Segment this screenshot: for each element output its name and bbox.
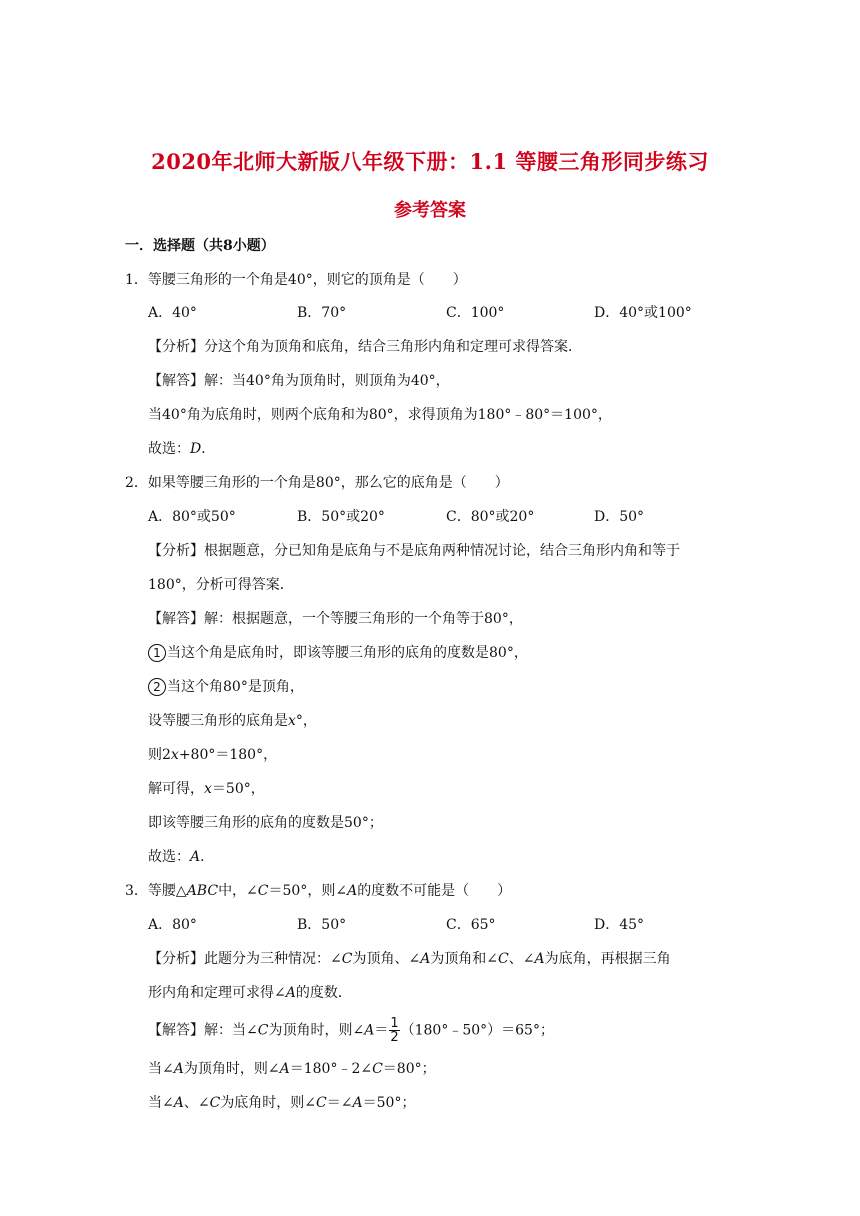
q1-option-a: A．40° xyxy=(148,305,197,321)
circled-number: 2 xyxy=(148,678,166,696)
circled-number: 1 xyxy=(148,644,166,662)
q1-analysis: 【分析】分这个角为顶角和底角，结合三角形内角和定理可求得答案． xyxy=(148,339,582,355)
q1-solution-line1: 【解答】解：当40°角为顶角时，则顶角为40°， xyxy=(148,373,450,389)
q2-answer: 故选：A． xyxy=(148,849,215,865)
q2-case1: 1 当这个角是底角时，即该等腰三角形的底角的度数是80°， xyxy=(148,643,528,663)
q3-analysis-line2: 形内角和定理可求得∠A的度数． xyxy=(148,985,352,1001)
section-heading: 一．选择题（共8小题） xyxy=(125,238,275,254)
q3-option-b: B．50° xyxy=(297,917,347,933)
q1-option-b: B．70° xyxy=(297,305,347,321)
q2-stem: 2．如果等腰三角形的一个角是80°，那么它的底角是（ ） xyxy=(125,475,509,491)
q2-option-b: B．50°或20° xyxy=(297,509,385,525)
q3-option-c: C．65° xyxy=(446,917,496,933)
q3-solution-line3: 当∠A、∠C为底角时，则∠C＝∠A＝50°； xyxy=(148,1095,416,1111)
document-subtitle: 参考答案 xyxy=(394,200,466,221)
q3-solution-line2: 当∠A为顶角时，则∠A＝180°﹣2∠C＝80°； xyxy=(148,1061,436,1077)
q2-equation: 则2x+80°＝180°， xyxy=(148,747,278,763)
q3-stem: 3．等腰△ABC中，∠C＝50°，则∠A的度数不可能是（ ） xyxy=(125,883,512,899)
q3-analysis-line1: 【分析】此题分为三种情况：∠C为顶角、∠A为顶角和∠C、∠A为底角，再根据三角 xyxy=(148,951,671,967)
q2-conclusion: 即该等腰三角形的底角的度数是50°； xyxy=(148,815,383,831)
document-title: 2020年北师大新版八年级下册：1.1 等腰三角形同步练习 xyxy=(151,149,709,174)
q2-solve: 解可得，x＝50°， xyxy=(148,781,265,797)
q1-option-d: D．40°或100° xyxy=(594,305,692,321)
q3-option-d: D．45° xyxy=(594,917,645,933)
q1-solution-line2: 当40°角为底角时，则两个底角和为80°，求得顶角为180°﹣80°＝100°， xyxy=(148,407,612,423)
q1-answer: 故选：D． xyxy=(148,441,216,457)
q3-option-a: A．80° xyxy=(148,917,197,933)
q1-stem: 1．等腰三角形的一个角是40°，则它的顶角是（ ） xyxy=(125,272,467,288)
q2-solution-line1: 【解答】解：根据题意，一个等腰三角形的一个角等于80°， xyxy=(148,611,523,627)
fraction: $\frac{1}{2}$ xyxy=(390,1016,399,1045)
q2-let: 设等腰三角形的底角是x°， xyxy=(148,713,317,729)
q1-option-c: C．100° xyxy=(446,305,505,321)
q2-analysis-line2: 180°，分析可得答案． xyxy=(148,577,294,593)
q2-case2: 2 当这个角80°是顶角， xyxy=(148,677,304,697)
q2-analysis-line1: 【分析】根据题意，分已知角是底角与不是底角两种情况讨论，结合三角形内角和等于 xyxy=(148,543,680,559)
q3-solution-line1: 【解答】解：当∠C为顶角时，则∠A＝ $\frac{1}{2}$ （180°﹣50°）＝65°； xyxy=(148,1016,554,1045)
q2-option-d: D．50° xyxy=(594,509,645,525)
q2-option-a: A．80°或50° xyxy=(148,509,236,525)
q2-option-c: C．80°或20° xyxy=(446,509,535,525)
